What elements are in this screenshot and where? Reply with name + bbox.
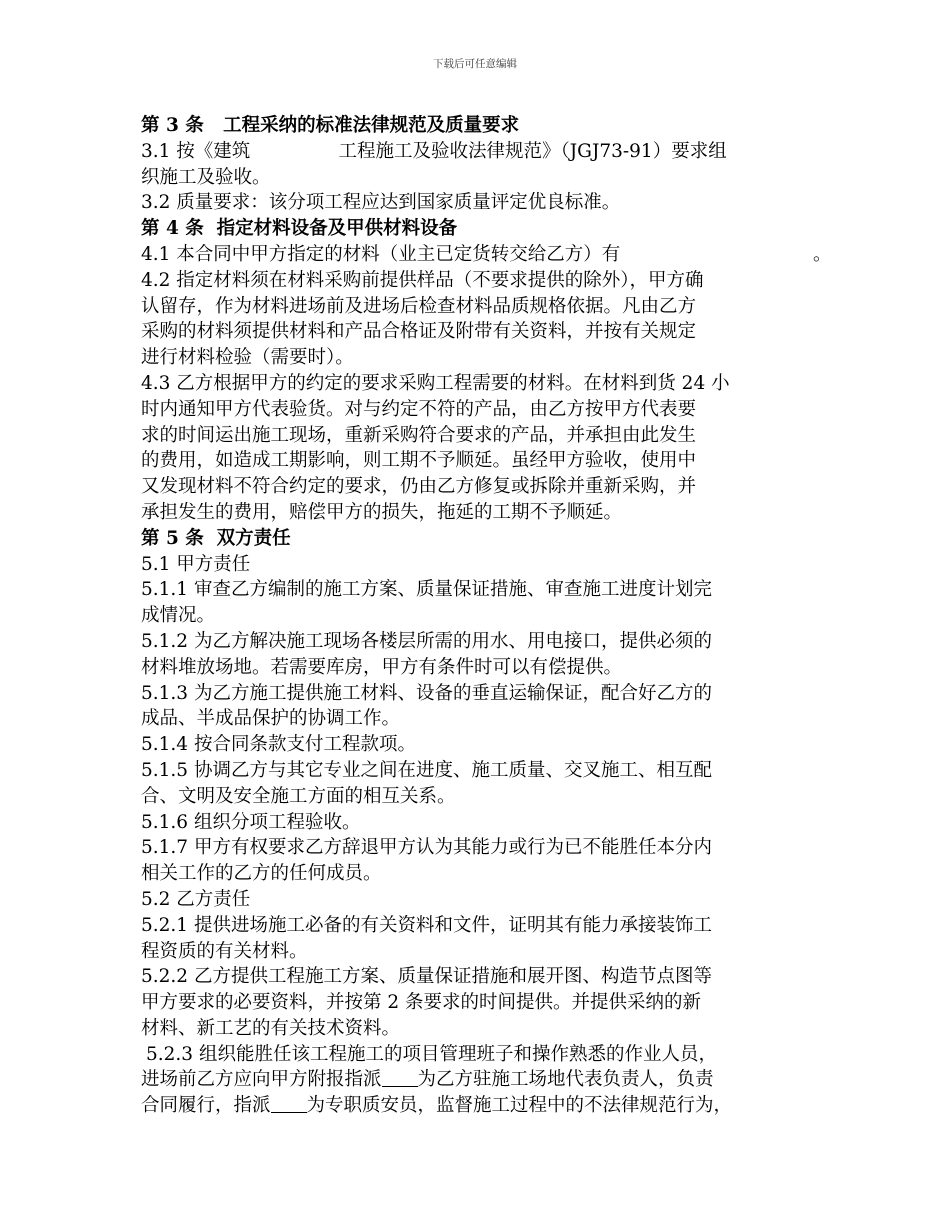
text-line: 采购的材料须提供材料和产品合格证及附带有关资料，并按有关规定 — [141, 321, 697, 343]
text-line: 甲方要求的必要资料，并按第 2 条要求的时间提供。并提供采纳的新 — [141, 992, 702, 1014]
text-line: 5.2.2 乙方提供工程施工方案、质量保证措施和展开图、构造节点图等 — [141, 966, 712, 988]
text-segment: 进场前乙方应向甲方附报指派 — [141, 1069, 382, 1091]
fill-in-blank[interactable] — [271, 1094, 307, 1113]
heading-article-5: 第 5 条 双方责任 — [141, 527, 291, 549]
text-line: 进行材料检验（需要时）。 — [141, 347, 354, 369]
trailing-period: 。 — [813, 243, 832, 265]
text-segment: 合同履行，指派 — [141, 1095, 271, 1117]
text-line: 程资质的有关材料。 — [141, 940, 308, 962]
text-line: 4.2 指定材料须在材料采购前提供样品（不要求提供的除外），甲方确 — [141, 269, 704, 291]
text-line: 5.1.2 为乙方解决施工现场各楼层所需的用水、用电接口，提供必须的 — [141, 630, 712, 652]
text-line: 4.3 乙方根据甲方的约定的要求采购工程需要的材料。在材料到货 24 小 — [141, 372, 730, 394]
text-segment: 4.1 本合同中甲方指定的材料（业主已定货转交给乙方）有 — [141, 243, 621, 265]
text-line: 材料、新工艺的有关技术资料。 — [141, 1017, 401, 1039]
text-line: 又发现材料不符合约定的要求，仍由乙方修复或拆除并重新采购，并 — [141, 476, 697, 498]
heading-article-4: 第 4 条 指定材料设备及甲供材料设备 — [141, 218, 458, 240]
text-line: 5.1.7 甲方有权要求乙方辞退甲方认为其能力或行为已不能胜任本分内 — [141, 837, 712, 859]
text-line: 5.1.4 按合同条款支付工程款项。 — [141, 734, 416, 756]
text-line — [141, 242, 831, 268]
text-line: 的费用，如造成工期影响，则工期不予顺延。虽经甲方验收，使用中 — [141, 450, 697, 472]
text-line: 材料堆放场地。若需要库房，甲方有条件时可以有偿提供。 — [141, 656, 623, 678]
text-line: 织施工及验收。 — [141, 166, 271, 188]
text-line: 5.2.3 组织能胜任该工程施工的项目管理班子和操作熟悉的作业人员， — [146, 1043, 717, 1065]
text-line: 成品、半成品保护的协调工作。 — [141, 708, 401, 730]
text-line: 5.2.1 提供进场施工必备的有关资料和文件，证明其有能力承接装饰工 — [141, 914, 712, 936]
text-line: 5.1.6 组织分项工程验收。 — [141, 811, 361, 833]
text-line: 合、文明及安全施工方面的相互关系。 — [141, 785, 456, 807]
text-line: 5.1 甲方责任 — [141, 553, 251, 575]
document-body — [141, 113, 831, 1119]
text-line: 5.1.3 为乙方施工提供施工材料、设备的垂直运输保证，配合好乙方的 — [141, 682, 712, 704]
heading-article-3: 第 3 条 工程采纳的标准法律规范及质量要求 — [141, 115, 520, 136]
fill-in-blank[interactable] — [382, 1068, 418, 1087]
text-line: 5.1.5 协调乙方与其它专业之间在进度、施工质量、交叉施工、相互配 — [141, 759, 712, 781]
text-line: 3.2 质量要求：该分项工程应达到国家质量评定优良标准。 — [141, 192, 621, 214]
text-segment: 为乙方驻施工场地代表负责人，负责 — [417, 1069, 714, 1091]
text-line: 相关工作的乙方的任何成员。 — [141, 863, 382, 885]
text-line: 认留存，作为材料进场前及进场后检查材料品质规格依据。凡由乙方 — [141, 295, 697, 317]
text-line: 求的时间运出施工现场，重新采购符合要求的产品，并承担由此发生 — [141, 424, 697, 446]
text-line: 成情况。 — [141, 605, 216, 627]
header-note: 下载后可任意编辑 — [433, 58, 517, 70]
text-segment: 为专职质安员，监督施工过程中的不法律规范行为， — [306, 1095, 733, 1117]
text-line: 3.1 按《建筑 工程施工及验收法律规范》（JGJ73-91）要求组 — [141, 140, 727, 162]
text-line-with-blank — [141, 1067, 831, 1093]
text-line: 5.1.1 审查乙方编制的施工方案、质量保证措施、审查施工进度计划完 — [141, 579, 712, 601]
text-line-with-blank — [141, 1093, 831, 1119]
text-line: 时内通知甲方代表验货。对与约定不符的产品，由乙方按甲方代表要 — [141, 398, 697, 420]
text-line: 承担发生的费用，赔偿甲方的损失，拖延的工期不予顺延。 — [141, 501, 623, 523]
text-line: 5.2 乙方责任 — [141, 888, 251, 910]
